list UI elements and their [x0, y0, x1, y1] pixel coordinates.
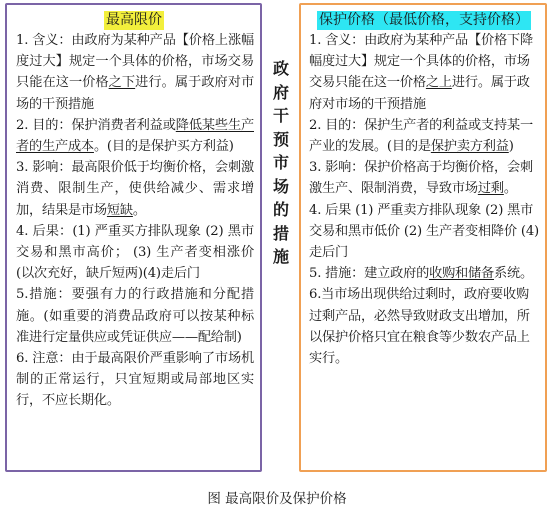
list-item — [309, 157, 540, 199]
list-item — [16, 115, 254, 157]
underlined-text: 过剩 — [477, 181, 504, 197]
item-text: 5. 措施：建立政府的 — [309, 266, 430, 282]
side-title-char: 府 — [272, 82, 289, 102]
item-text: 2. 目的：保护生产者的利益或支持某一产业的发展。(目的是 — [309, 117, 533, 155]
item-text: 2. 目的：保护消费者利益或 — [16, 117, 176, 133]
side-title-char: 措 — [272, 223, 289, 243]
item-text: 系统。 — [494, 266, 533, 282]
max-price-title: 最高限价 — [106, 12, 162, 28]
side-title-char: 的 — [272, 200, 289, 219]
item-text: 3. 影响：最高限价低于均衡价格，会刺激消费、限制生产，使供给减少、需求增加，结果是市场 — [16, 160, 254, 218]
item-text: 4. 后果：(1) 严重买方排队现象 (2) 黑市交易和黑市高价； (3) 生产者变相涨价(以次充好，缺斤短两)(4)走后门 — [16, 223, 254, 282]
item-text: 5.措施：要强有力的行政措施和分配措施。(如重要的消费品政府可以按某种标准进行定量供应或凭证供应——配给制) — [16, 287, 254, 345]
list-item — [309, 200, 540, 264]
item-text: 。 — [503, 181, 517, 197]
underlined-text: 降低某些生产者的生产成本 — [16, 117, 254, 155]
side-title-char: 预 — [272, 129, 289, 149]
max-price-panel — [5, 3, 262, 472]
list-item — [309, 284, 540, 369]
side-title-char: 市 — [272, 153, 289, 172]
item-text: 进行。属于政府对市场的干预措施 — [309, 75, 530, 112]
support-price-panel — [299, 3, 547, 472]
item-text: 1. 含义：由政府为某种产品【价格上涨幅度过大】规定一个具体的价格，市场交易只能在这一价格 — [16, 33, 254, 91]
side-title-char: 政 — [272, 59, 289, 78]
item-text: 6. 注意：由于最高限价严重影响了市场机制的正常运行，只宜短期或局部地区实行，不应长期化。 — [16, 351, 254, 409]
underlined-text: 之下 — [108, 75, 136, 91]
item-text: 6.当市场出现供给过剩时，政府要收购过剩产品，必然导致财政支出增加，所以保护价格只宜在粮食等少数农产品上实行。 — [309, 287, 530, 367]
list-item — [16, 30, 254, 115]
max-price-list — [16, 30, 254, 412]
item-text: 1. 含义：由政府为某种产品【价格下降幅度过大】规定一个具体的价格，市场交易只能在这一价格 — [309, 33, 533, 91]
underlined-text: 收购和储备 — [429, 266, 495, 282]
item-text: 。(目的是保护买方利益) — [93, 139, 234, 155]
side-title-char: 干 — [272, 106, 289, 125]
side-title — [271, 57, 291, 269]
side-title-char: 施 — [272, 247, 289, 266]
list-item — [16, 348, 254, 412]
item-text: ) — [508, 139, 514, 155]
support-price-title: 保护价格（最低价格，支持价格） — [319, 12, 529, 28]
item-text: 进行。属于政府对市场的干预措施 — [16, 75, 255, 112]
list-item — [16, 157, 254, 221]
item-text: 。 — [132, 202, 146, 218]
list-item — [309, 263, 540, 284]
support-price-list — [309, 30, 540, 369]
item-text: 3. 影响：保护价格高于均衡价格，会刺激生产、限制消费，导致市场 — [309, 160, 533, 197]
figure-caption: 图 最高限价及保护价格 — [207, 491, 347, 507]
list-item — [309, 115, 540, 157]
list-item — [16, 221, 254, 285]
side-title-char: 场 — [272, 176, 289, 196]
underlined-text: 之上 — [425, 75, 452, 91]
list-item — [16, 284, 254, 348]
underlined-text: 保护卖方利益 — [430, 139, 509, 155]
list-item — [309, 30, 540, 115]
item-text: 4. 后果 (1) 严重卖方排队现象 (2) 黑市交易和黑市低价 (2) 生产者变相降价 (4) 走后门 — [309, 202, 539, 261]
underlined-text: 短缺 — [106, 202, 133, 218]
